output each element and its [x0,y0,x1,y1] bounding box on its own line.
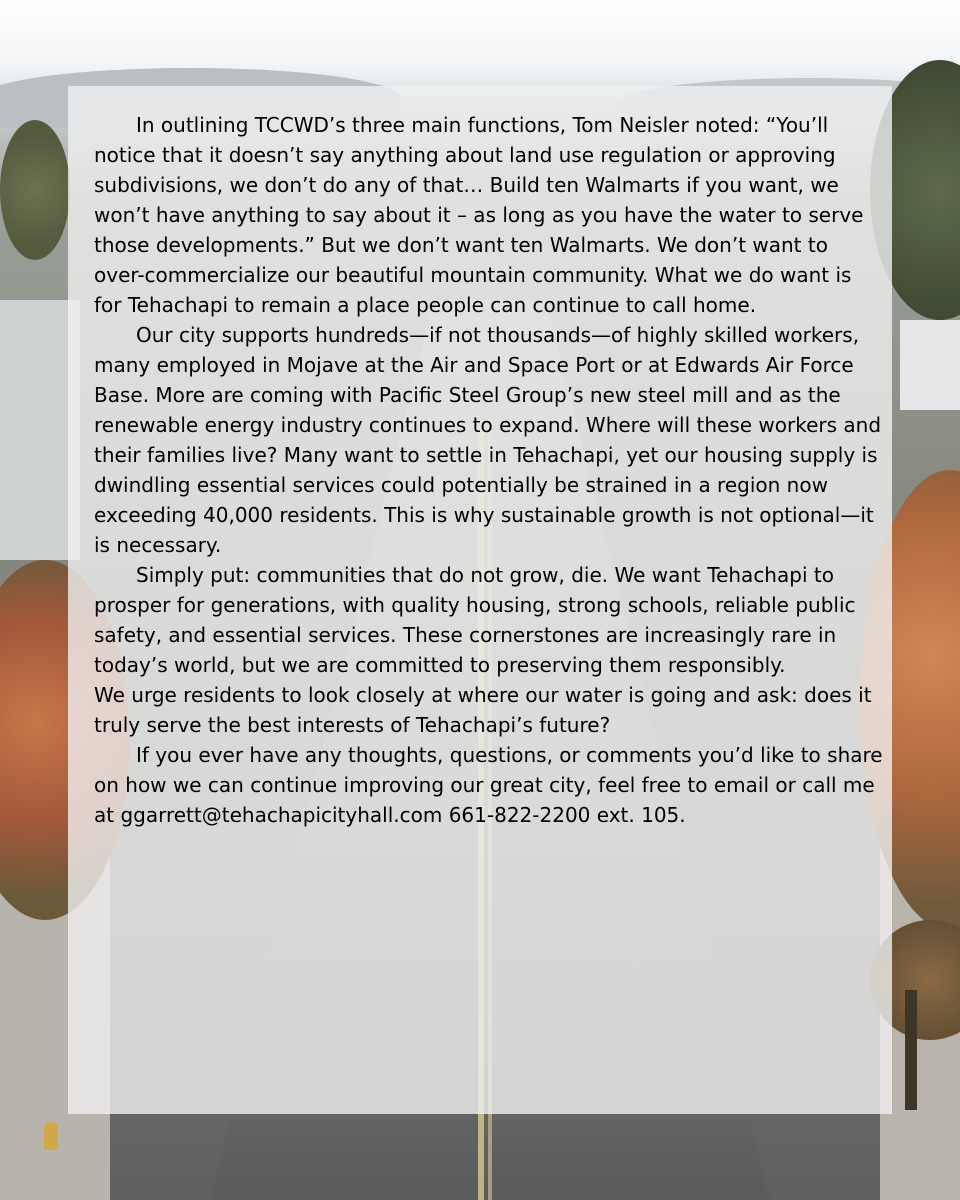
tree-trunk [905,990,917,1110]
building-roof [900,320,960,410]
paragraph: We urge residents to look closely at where our water is going and ask: does it truly serve the best interests of Tehachapi’s future? [94,683,872,737]
paragraph: If you ever have any thoughts, questions, or comments you’d like to share on how we can continue improving our great city, feel free to email or call me at ggarrett@tehachapicityhall.com 661-822-2200 ext. 105. [94,743,883,827]
fire-hydrant [44,1122,58,1150]
paragraph: Our city supports hundreds—if not thousands—of highly skilled workers, many employed in Mojave at the Air and Space Port or at Edwards Air Force Base. More are coming with Pacific Steel Group’s new steel mill and as the renewable energy industry continues to expand. Where will these workers and their families live? Many want to settle in Tehachapi, yet our housing supply is dwindling essential services could potentially be strained in a region now exceeding 40,000 residents. This is why sustainable growth is not optional—it is necessary. [94,323,882,557]
tree [0,120,70,260]
article-body [94,110,884,830]
paragraph: In outlining TCCWD’s three main functions, Tom Neisler noted: “You’ll notice that it doesn’t say anything about land use regulation or approving subdivisions, we don’t do any of that… Build ten Walmarts if you want, we won’t have anything to say about it – as long as you have the water to serve those developments.” But we don’t want ten Walmarts. We don’t want to over-commercialize our beautiful mountain community. What we do want is for Tehachapi to remain a place people can continue to call home. [94,113,864,317]
paragraph: Simply put: communities that do not grow, die. We want Tehachapi to prosper for generations, with quality housing, strong schools, reliable public safety, and essential services. These cornerstones are increasingly rare in today’s world, but we are committed to preserving them responsibly. [94,563,856,677]
